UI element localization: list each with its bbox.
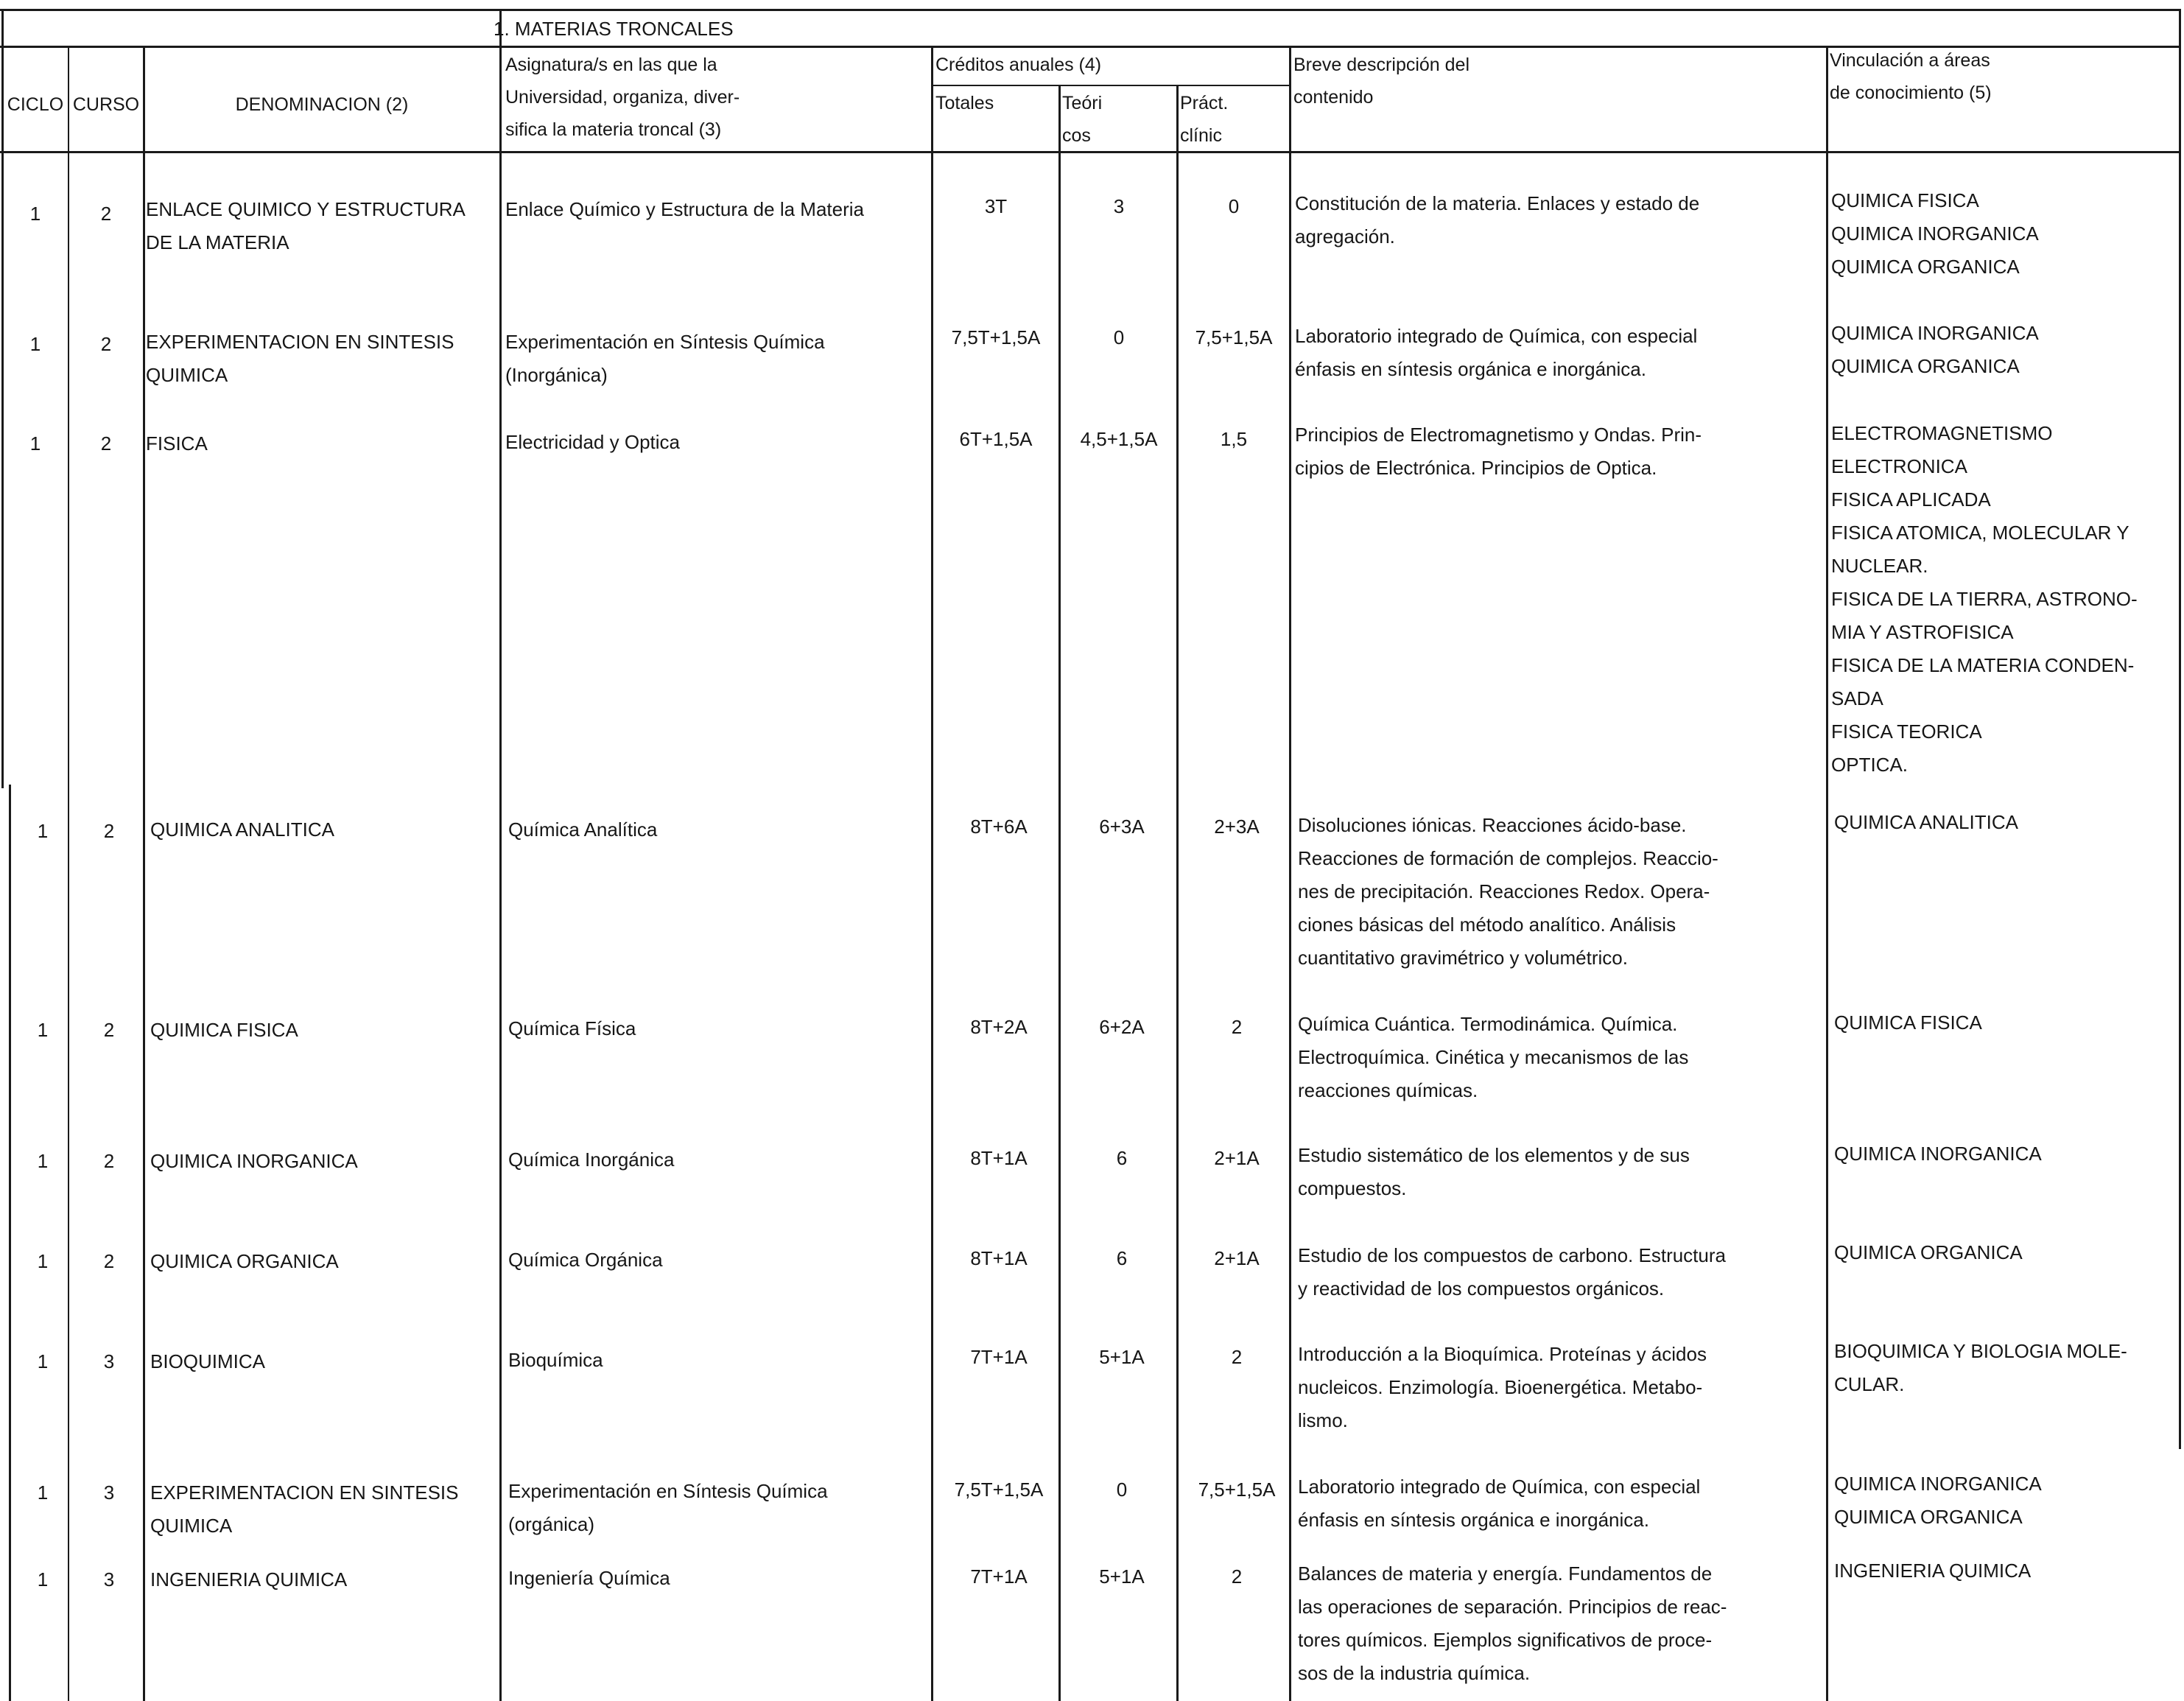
row-4-descripcion: Disoluciones iónicas. Reacciones ácido-base. Reacciones de formación de complejos. Reaccio- nes de precipitación. Reacciones Redox. Opera- ciones básicas del método analítico. Análisis cuantitativo gravimétrico y volumétrico.: [1298, 814, 1718, 969]
row-1-curso: 2: [100, 203, 112, 225]
row-10-practicos: 2: [1231, 1565, 1243, 1588]
row-2-curso: 2: [100, 333, 112, 355]
row-5-asignatura: Química Física: [508, 1017, 636, 1039]
row-2-areas: QUIMICA INORGANICA QUIMICA ORGANICA: [1831, 322, 2039, 377]
row-7-denominacion: QUIMICA ORGANICA: [150, 1250, 339, 1272]
row-5-descripcion: Química Cuántica. Termodinámica. Química. Electroquímica. Cinética y mecanismos de las reacciones químicas.: [1298, 1013, 1689, 1101]
row-2-denominacion: EXPERIMENTACION EN SINTESIS QUIMICA: [146, 331, 454, 386]
col-divider-denominacion: [499, 9, 502, 1701]
row-10-asignatura: Ingeniería Química: [508, 1567, 670, 1589]
row-4-curso: 2: [103, 820, 115, 842]
col-divider-creditos: [1289, 46, 1291, 1701]
row-3-descripcion: Principios de Electromagnetismo y Ondas. Prin- cipios de Electrónica. Principios de Optica.: [1295, 424, 1702, 479]
left-border: [1, 9, 4, 788]
row-8-practicos: 2: [1231, 1346, 1243, 1368]
row-3-teoricos: 4,5+1,5A: [1080, 428, 1158, 450]
row-10-ciclo: 1: [37, 1568, 49, 1590]
row-5-totales: 8T+2A: [970, 1016, 1028, 1038]
col-divider-curso: [143, 46, 145, 1701]
row-5-ciclo: 1: [37, 1019, 49, 1041]
row-9-totales: 7,5T+1,5A: [954, 1479, 1044, 1501]
row-1-totales: 3T: [984, 195, 1008, 217]
row-3-ciclo: 1: [29, 432, 41, 455]
row-10-curso: 3: [103, 1568, 115, 1590]
row-8-denominacion: BIOQUIMICA: [150, 1350, 266, 1372]
col-divider-descripcion: [1826, 46, 1828, 1701]
row-7-teoricos: 6: [1116, 1247, 1128, 1269]
row-2-ciclo: 1: [29, 333, 41, 355]
row-1-asignatura: Enlace Químico y Estructura de la Materia: [505, 198, 864, 220]
row-2-descripcion: Laboratorio integrado de Química, con especial énfasis en síntesis orgánica e inorgánica.: [1295, 325, 1698, 380]
row-4-ciclo: 1: [37, 820, 49, 842]
row-2-practicos: 7,5+1,5A: [1195, 326, 1273, 348]
row-8-ciclo: 1: [37, 1350, 49, 1372]
row-3-denominacion: FISICA: [146, 432, 208, 455]
row-5-practicos: 2: [1231, 1016, 1243, 1038]
col-divider-asignatura: [931, 46, 933, 1701]
row-5-areas: QUIMICA FISICA: [1834, 1011, 1982, 1034]
row-9-practicos: 7,5+1,5A: [1198, 1479, 1276, 1501]
row-4-asignatura: Química Analítica: [508, 818, 658, 841]
header-ciclo: CICLO: [7, 94, 64, 115]
row-7-areas: QUIMICA ORGANICA: [1834, 1241, 2023, 1263]
row-1-teoricos: 3: [1113, 195, 1125, 217]
row-9-ciclo: 1: [37, 1481, 49, 1504]
header-denominacion: DENOMINACION (2): [235, 94, 409, 115]
row-7-curso: 2: [103, 1250, 115, 1272]
section-title: 1. MATERIAS TRONCALES: [494, 18, 734, 40]
header-teoricos: Teóri cos: [1062, 93, 1103, 146]
row-7-descripcion: Estudio de los compuestos de carbono. Estructura y reactividad de los compuestos orgánicos.: [1298, 1244, 1726, 1300]
row-2-totales: 7,5T+1,5A: [951, 326, 1041, 348]
row-8-areas: BIOQUIMICA Y BIOLOGIA MOLE- CULAR.: [1834, 1340, 2127, 1395]
col-divider-ciclo: [68, 46, 69, 1701]
row-6-areas: QUIMICA INORGANICA: [1834, 1143, 2042, 1165]
row-9-teoricos: 0: [1116, 1479, 1128, 1501]
row-6-teoricos: 6: [1116, 1147, 1128, 1169]
row-4-practicos: 2+3A: [1214, 816, 1260, 838]
row-6-totales: 8T+1A: [970, 1147, 1028, 1169]
row-10-teoricos: 5+1A: [1099, 1565, 1145, 1588]
row-4-denominacion: QUIMICA ANALITICA: [150, 818, 334, 841]
row-6-curso: 2: [103, 1150, 115, 1172]
row-1-descripcion: Constitución de la materia. Enlaces y estado de agregación.: [1295, 192, 1700, 248]
row-7-totales: 8T+1A: [970, 1247, 1028, 1269]
row-3-areas: ELECTROMAGNETISMO ELECTRONICA FISICA APLICADA FISICA ATOMICA, MOLECULAR Y NUCLEAR. FISICA DE LA TIERRA, ASTRONO- MIA Y ASTROFISICA FISICA DE LA MATERIA CONDEN- SADA FISICA TEORICA OPTICA.: [1831, 422, 2138, 776]
row-6-ciclo: 1: [37, 1150, 49, 1172]
header-asignatura: Asignatura/s en las que la Universidad, organiza, diver- sifica la materia troncal (3): [505, 55, 740, 140]
row-6-denominacion: QUIMICA INORGANICA: [150, 1150, 358, 1172]
row-7-ciclo: 1: [37, 1250, 49, 1272]
row-9-descripcion: Laboratorio integrado de Química, con especial énfasis en síntesis orgánica e inorgánica.: [1298, 1476, 1701, 1531]
row-1-ciclo: 1: [29, 203, 41, 225]
row-5-teoricos: 6+2A: [1099, 1016, 1145, 1038]
row-3-totales: 6T+1,5A: [959, 428, 1033, 450]
row-9-asignatura: Experimentación en Síntesis Química (orgánica): [508, 1480, 828, 1535]
row-9-curso: 3: [103, 1481, 115, 1504]
row-10-areas: INGENIERIA QUIMICA: [1834, 1560, 2032, 1582]
row-3-practicos: 1,5: [1220, 428, 1248, 450]
row-4-teoricos: 6+3A: [1099, 816, 1145, 838]
row-8-asignatura: Bioquímica: [508, 1349, 603, 1371]
row-3-asignatura: Electricidad y Optica: [505, 431, 680, 453]
row-3-curso: 2: [100, 432, 112, 455]
row-9-areas: QUIMICA INORGANICA QUIMICA ORGANICA: [1834, 1473, 2042, 1528]
row-6-descripcion: Estudio sistemático de los elementos y de sus compuestos.: [1298, 1144, 1690, 1199]
row-10-denominacion: INGENIERIA QUIMICA: [150, 1568, 348, 1590]
row-6-asignatura: Química Inorgánica: [508, 1148, 675, 1171]
header-totales: Totales: [935, 93, 994, 113]
row-4-areas: QUIMICA ANALITICA: [1834, 811, 2018, 833]
row-1-denominacion: ENLACE QUIMICO Y ESTRUCTURA DE LA MATERIA: [146, 198, 466, 253]
row-10-totales: 7T+1A: [970, 1565, 1028, 1588]
row-9-denominacion: EXPERIMENTACION EN SINTESIS QUIMICA: [150, 1481, 459, 1537]
row-2-teoricos: 0: [1113, 326, 1125, 348]
right-border: [2179, 9, 2181, 1449]
row-7-practicos: 2+1A: [1214, 1247, 1260, 1269]
row-6-practicos: 2+1A: [1214, 1147, 1260, 1169]
row-7-asignatura: Química Orgánica: [508, 1249, 663, 1271]
header-descripcion: Breve descripción del contenido: [1293, 55, 1470, 108]
row-4-totales: 8T+6A: [970, 816, 1028, 838]
row-8-curso: 3: [103, 1350, 115, 1372]
row-8-teoricos: 5+1A: [1099, 1346, 1145, 1368]
row-5-denominacion: QUIMICA FISICA: [150, 1019, 298, 1041]
row-8-descripcion: Introducción a la Bioquímica. Proteínas y ácidos nucleicos. Enzimología. Bioenergética. Metabo- lismo.: [1298, 1343, 1707, 1431]
row-1-areas: QUIMICA FISICA QUIMICA INORGANICA QUIMICA ORGANICA: [1831, 189, 2039, 278]
row-8-totales: 7T+1A: [970, 1346, 1028, 1368]
row-5-curso: 2: [103, 1019, 115, 1041]
header-practicos: Práct. clínic: [1180, 93, 1229, 146]
row-1-practicos: 0: [1228, 195, 1240, 217]
header-curso: CURSO: [72, 94, 140, 115]
row-10-descripcion: Balances de materia y energía. Fundamentos de las operaciones de separación. Principios de reac- tores químicos. Ejemplos significativos de proce- sos de la industria química.: [1298, 1563, 1727, 1684]
credits-divider: [932, 85, 1289, 86]
top-border: [0, 9, 2180, 11]
row-2-asignatura: Experimentación en Síntesis Química (Inorgánica): [505, 331, 825, 386]
header-vinculacion: Vinculación a áreas de conocimiento (5): [1830, 50, 1992, 103]
header-creditos: Créditos anuales (4): [935, 55, 1102, 75]
